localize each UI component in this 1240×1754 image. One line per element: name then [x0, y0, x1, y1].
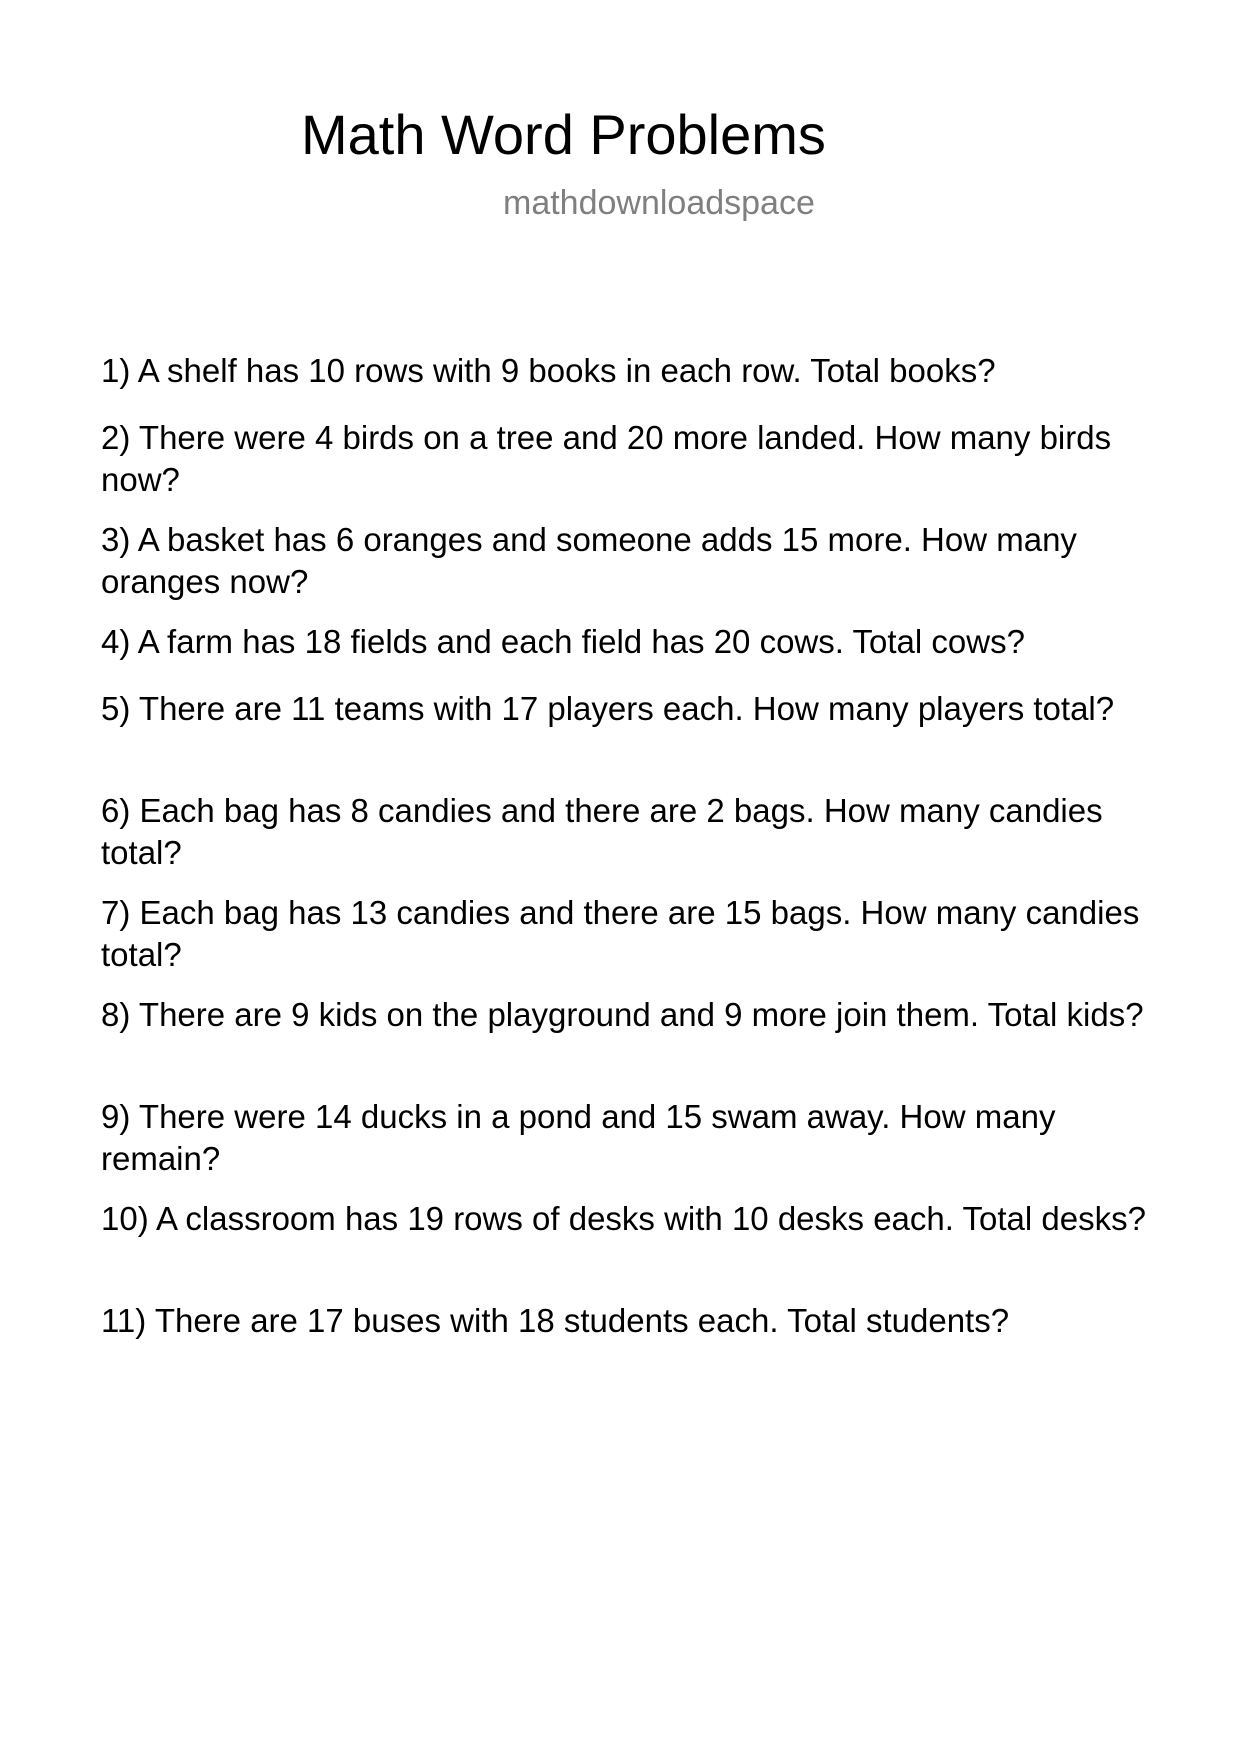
page-title: Math Word Problems: [301, 103, 826, 166]
problem-item: 6) Each bag has 8 candies and there are 2 bags. How many candies total?: [101, 792, 1103, 871]
problem-item: 2) There were 4 birds on a tree and 20 more landed. How many birds now?: [101, 419, 1112, 498]
problem-list: [101, 350, 1151, 1367]
problem-item: 8) There are 9 kids on the playground and 9 more join them. Total kids?: [101, 996, 1144, 1033]
problem-item: 1) A shelf has 10 rows with 9 books in each row. Total books?: [101, 352, 996, 389]
problem-item: 4) A farm has 18 fields and each field has 20 cows. Total cows?: [101, 623, 1025, 660]
problem-item: 9) There were 14 ducks in a pond and 15 swam away. How many remain?: [101, 1098, 1056, 1177]
problem-item: 10) A classroom has 19 rows of desks with 10 desks each. Total desks?: [101, 1200, 1146, 1237]
problem-item: 3) A basket has 6 oranges and someone adds 15 more. How many oranges now?: [101, 521, 1077, 600]
problem-item: 5) There are 11 teams with 17 players each. How many players total?: [101, 690, 1115, 727]
problem-item: 7) Each bag has 13 candies and there are 15 bags. How many candies total?: [101, 894, 1140, 973]
problem-item: 11) There are 17 buses with 18 students each. Total students?: [101, 1302, 1010, 1339]
page-subtitle: mathdownloadspace: [503, 184, 815, 222]
